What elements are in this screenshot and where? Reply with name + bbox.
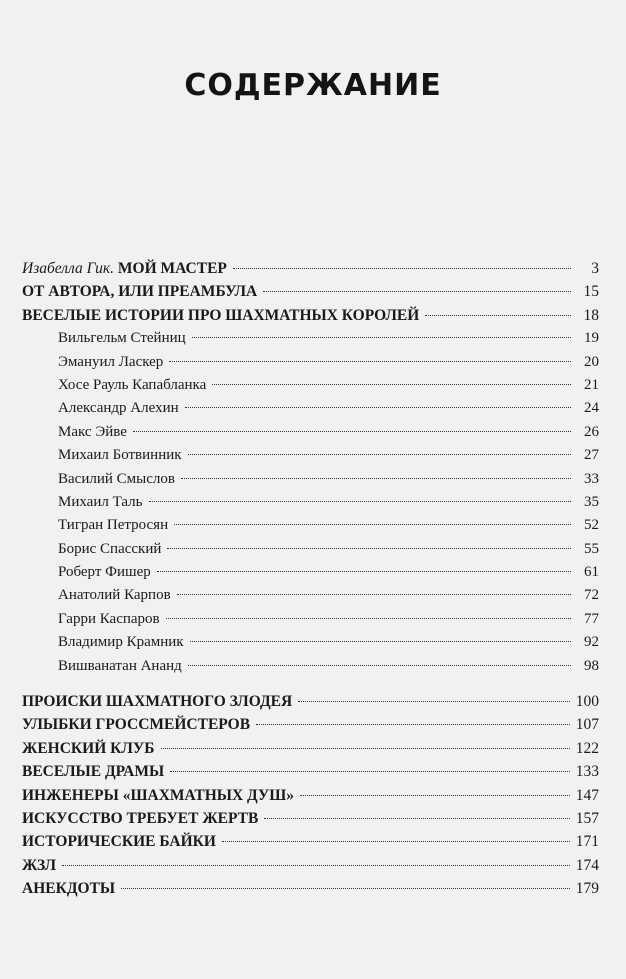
toc-dot-leader bbox=[222, 840, 570, 842]
toc-page-number: 133 bbox=[575, 763, 599, 781]
toc-entry-label: Вишванатан Ананд bbox=[58, 657, 182, 674]
toc-entry-label: ИНЖЕНЕРЫ «ШАХМАТНЫХ ДУШ» bbox=[22, 786, 295, 804]
toc-entry[interactable] bbox=[22, 561, 599, 584]
toc-page-number: 98 bbox=[584, 657, 599, 674]
toc-entry-label: Хосе Рауль Капабланка bbox=[58, 376, 207, 393]
toc-entry[interactable] bbox=[22, 631, 599, 654]
toc-page-number: 18 bbox=[583, 306, 599, 324]
toc-dot-leader bbox=[170, 770, 570, 772]
toc-page-number: 107 bbox=[575, 716, 599, 734]
toc-dot-leader bbox=[264, 817, 569, 819]
toc-page-number: 20 bbox=[584, 353, 599, 370]
toc-dot-leader bbox=[185, 406, 571, 408]
toc-entry-label: ЖЕНСКИЙ КЛУБ bbox=[22, 739, 155, 757]
toc-dot-leader bbox=[169, 360, 571, 362]
toc-dot-leader bbox=[190, 640, 571, 642]
toc-page-number: 52 bbox=[584, 517, 599, 534]
toc-entry[interactable] bbox=[22, 854, 599, 877]
toc-entry-label bbox=[22, 257, 227, 280]
toc-dot-leader bbox=[161, 747, 570, 749]
toc-entry[interactable] bbox=[22, 280, 599, 303]
toc-entry[interactable] bbox=[22, 514, 599, 537]
toc-entry[interactable] bbox=[22, 807, 599, 830]
toc-page-number: 72 bbox=[584, 587, 599, 604]
toc-page-number: 24 bbox=[584, 400, 599, 417]
toc-entry[interactable] bbox=[22, 421, 599, 444]
toc-entry-label: Александр Алехин bbox=[58, 400, 179, 417]
toc-page-number: 92 bbox=[584, 634, 599, 651]
toc-dot-leader bbox=[233, 267, 571, 269]
toc-entry[interactable] bbox=[22, 491, 599, 514]
toc-page-number: 171 bbox=[575, 833, 599, 851]
table-of-contents bbox=[22, 257, 599, 901]
toc-page-number: 26 bbox=[584, 423, 599, 440]
toc-entry[interactable] bbox=[22, 327, 599, 350]
toc-entry-label: Макс Эйве bbox=[58, 423, 127, 440]
toc-page-number: 3 bbox=[591, 260, 599, 277]
toc-page-number: 122 bbox=[575, 739, 599, 757]
toc-entry-label: Михаил Ботвинник bbox=[58, 447, 182, 464]
toc-entry[interactable] bbox=[22, 877, 599, 900]
toc-page-number: 27 bbox=[584, 447, 599, 464]
toc-dot-leader bbox=[177, 593, 571, 595]
toc-entry-label: АНЕКДОТЫ bbox=[22, 880, 116, 898]
toc-dot-leader bbox=[133, 430, 571, 432]
toc-entry[interactable] bbox=[22, 737, 599, 760]
toc-entry-label: ИСТОРИЧЕСКИЕ БАЙКИ bbox=[22, 833, 216, 851]
toc-dot-leader bbox=[62, 864, 570, 866]
toc-entry[interactable] bbox=[22, 374, 599, 397]
toc-entry-label: Эмануил Ласкер bbox=[58, 353, 164, 370]
toc-dot-leader bbox=[188, 664, 571, 666]
toc-dot-leader bbox=[256, 723, 570, 725]
toc-dot-leader bbox=[174, 523, 571, 525]
toc-page-number: 100 bbox=[575, 693, 599, 711]
toc-dot-leader bbox=[167, 547, 571, 549]
toc-page-number: 19 bbox=[584, 330, 599, 347]
toc-entry[interactable] bbox=[22, 784, 599, 807]
toc-entry-label: УЛЫБКИ ГРОССМЕЙСТЕРОВ bbox=[22, 716, 251, 734]
toc-entry-label: ЖЗЛ bbox=[22, 856, 56, 874]
toc-entry-label: Тигран Петросян bbox=[58, 517, 169, 534]
toc-dot-leader bbox=[149, 500, 572, 502]
page-title: СОДЕРЖАНИЕ bbox=[184, 68, 442, 103]
toc-entry[interactable] bbox=[22, 397, 599, 420]
toc-dot-leader bbox=[166, 617, 571, 619]
toc-entry[interactable] bbox=[22, 690, 599, 713]
toc-dot-leader bbox=[157, 570, 571, 572]
toc-entry-label: ВЕСЕЛЫЕ ИСТОРИИ ПРО ШАХМАТНЫХ КОРОЛЕЙ bbox=[22, 306, 420, 324]
toc-section-gap bbox=[22, 678, 599, 690]
toc-dot-leader bbox=[298, 700, 570, 702]
toc-entry[interactable] bbox=[22, 713, 599, 736]
toc-page-number: 55 bbox=[584, 540, 599, 557]
toc-entry-label: Михаил Таль bbox=[58, 493, 143, 510]
toc-dot-leader bbox=[263, 290, 571, 292]
toc-entry[interactable] bbox=[22, 257, 599, 280]
toc-entry-label: Гарри Каспаров bbox=[58, 610, 160, 627]
toc-dot-leader bbox=[181, 477, 571, 479]
toc-entry-label: ВЕСЕЛЫЕ ДРАМЫ bbox=[22, 763, 165, 781]
toc-entry-label: ОТ АВТОРА, ИЛИ ПРЕАМБУЛА bbox=[22, 283, 258, 301]
toc-page-number: 35 bbox=[584, 493, 599, 510]
toc-entry-label: Роберт Фишер bbox=[58, 564, 151, 581]
toc-entry[interactable] bbox=[22, 830, 599, 853]
toc-page-number: 21 bbox=[584, 376, 599, 393]
toc-dot-leader bbox=[425, 314, 571, 316]
toc-entry-author: Изабелла Гик. bbox=[22, 260, 115, 277]
toc-dot-leader bbox=[121, 887, 570, 889]
toc-page-number: 147 bbox=[575, 786, 599, 804]
toc-entry-label: Борис Спасский bbox=[58, 540, 162, 557]
toc-entry[interactable] bbox=[22, 351, 599, 374]
toc-entry-label: Владимир Крамник bbox=[58, 634, 184, 651]
toc-entry[interactable] bbox=[22, 444, 599, 467]
toc-entry[interactable] bbox=[22, 304, 599, 327]
toc-entry-label: Вильгельм Стейниц bbox=[58, 330, 186, 347]
toc-dot-leader bbox=[192, 336, 571, 338]
toc-page-number: 174 bbox=[575, 856, 599, 874]
toc-entry[interactable] bbox=[22, 608, 599, 631]
toc-dot-leader bbox=[212, 383, 571, 385]
toc-entry[interactable] bbox=[22, 584, 599, 607]
toc-dot-leader bbox=[300, 794, 570, 796]
toc-page-number: 33 bbox=[584, 470, 599, 487]
toc-dot-leader bbox=[188, 453, 571, 455]
toc-entry[interactable] bbox=[22, 655, 599, 678]
toc-page-number: 61 bbox=[584, 564, 599, 581]
toc-page-number: 77 bbox=[584, 610, 599, 627]
toc-entry-label: Анатолий Карпов bbox=[58, 587, 171, 604]
toc-page-number: 179 bbox=[575, 880, 599, 898]
toc-page-number: 157 bbox=[575, 809, 599, 827]
toc-entry-label: ПРОИСКИ ШАХМАТНОГО ЗЛОДЕЯ bbox=[22, 693, 293, 711]
toc-entry[interactable] bbox=[22, 538, 599, 561]
toc-entry[interactable] bbox=[22, 760, 599, 783]
toc-entry-title: МОЙ МАСТЕР bbox=[114, 260, 227, 277]
toc-entry-label: Василий Смыслов bbox=[58, 470, 175, 487]
toc-entry[interactable] bbox=[22, 468, 599, 491]
toc-page-number: 15 bbox=[583, 283, 599, 301]
toc-entry-label: ИСКУССТВО ТРЕБУЕТ ЖЕРТВ bbox=[22, 809, 259, 827]
